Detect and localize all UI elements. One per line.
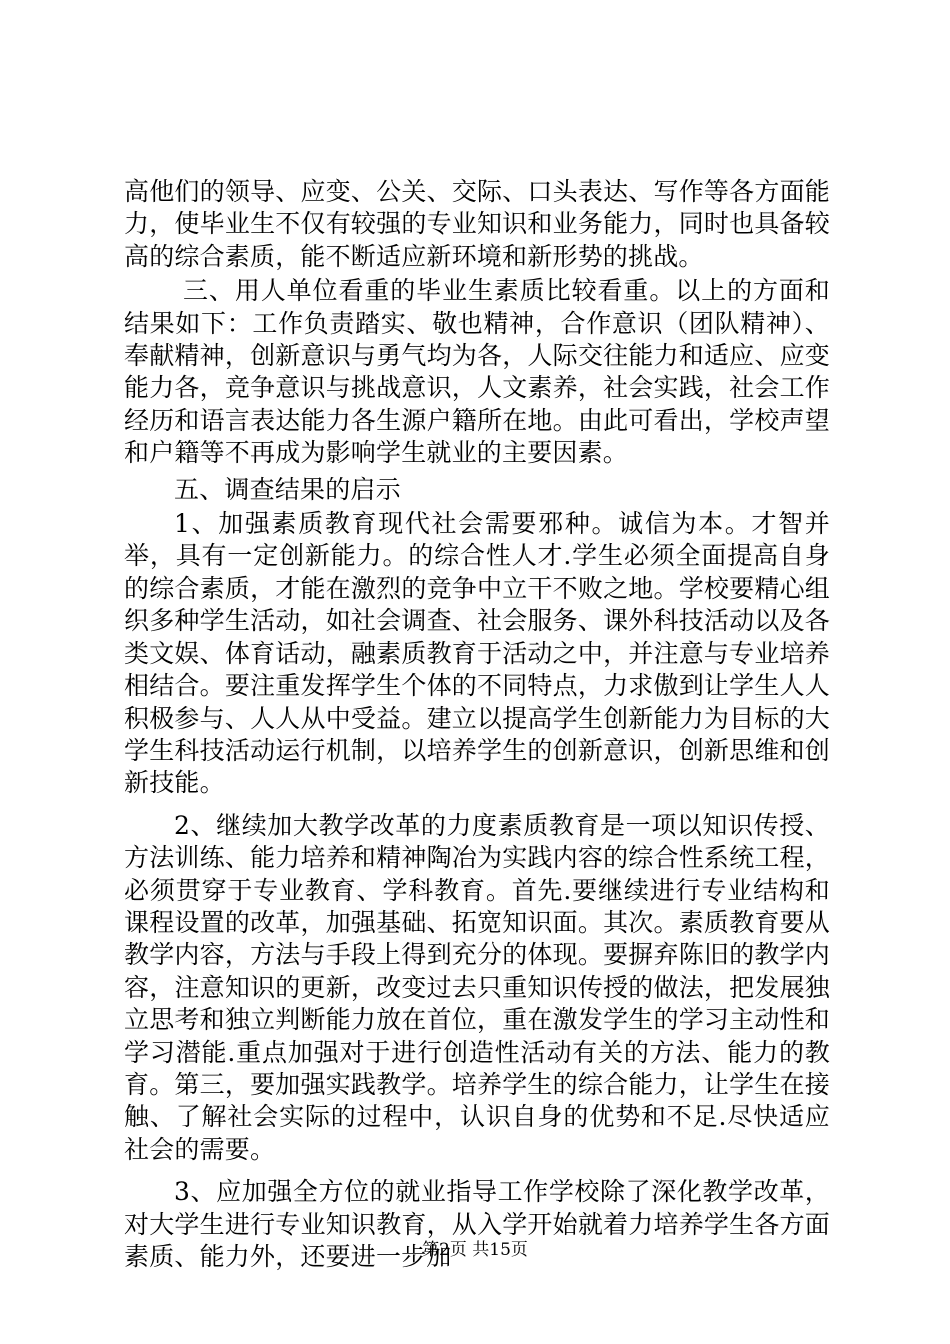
paragraph-item-three: 3、应加强全方位的就业指导工作学校除了深化教学改革，对大学生进行专业知识教育，从入学开始就着力培养学生各方面素质、能力外，还要进一步加: [124, 1177, 830, 1271]
paragraph-section-three: 三、用人单位看重的毕业生素质比较看重。以上的方面和结果如下：工作负责踏实、敬也精神，合作意识（团队精神）、奉献精神，创新意识与勇气均为各，人际交往能力和适应、应变能力各，竞争意识与挑战意识，人文素养，社会实践，社会工作经历和语言表达能力各生源户籍所在地。由此可看出，学校声望和户籍等不再成为影响学生就业的主要因素。: [124, 276, 830, 468]
page-number-footer: 第2页 共15页: [422, 1240, 528, 1260]
paragraph-item-one: 1、加强素质教育现代社会需要邪种。诚信为本。才智并举，具有一定创新能力。的综合性人才.学生必须全面提高自身的综合素质，才能在激烈的竞争中立干不败之地。学校要精心组织多种学生活动，如社会调查、社会服务、课外科技活动以及各类文娱、体育话动，融素质教育于活动之中，并注意与专业培养相结合。要注重发挥学生个体的不同特点，力求傲到让学生人人积极参与、人人从中受益。建立以提高学生创新能力为目标的大学生科技活动运行机制，以培养学生的创新意识，创新思维和创新技能。: [124, 509, 830, 798]
document-body: [124, 176, 830, 1273]
paragraph-continuation: 高他们的领导、应变、公关、交际、口头表达、写作等各方面能力，使毕业生不仅有较强的专业知识和业务能力，同时也具备较高的综合素质，能不断适应新环境和新形势的挑战。: [124, 177, 830, 271]
paragraph-item-two: 2、继续加大教学改革的力度素质教育是一项以知识传授、方法训练、能力培养和精神陶冶为实践内容的综合性系统工程，必须贯穿于专业教育、学科教育。首先.要继续进行专业结构和课程设置的改革，加强基础、拓宽知识面。其次。素质教育要从教学内容，方法与手段上得到充分的体现。要摒弃陈旧的教学内容，注意知识的更新，改变过去只重知识传授的做法，把发展独立思考和独立判断能力放在首位，重在激发学生的学习主动性和学习潜能.重点加强对于进行创造性活动有关的方法、能力的教育。第三，要加强实践教学。培养学生的综合能力，让学生在接触、了解社会实际的过程中，认识自身的优势和不足.尽快适应社会的需要。: [124, 810, 830, 1164]
section-heading-five: 五、调查结果的启示: [174, 474, 401, 504]
